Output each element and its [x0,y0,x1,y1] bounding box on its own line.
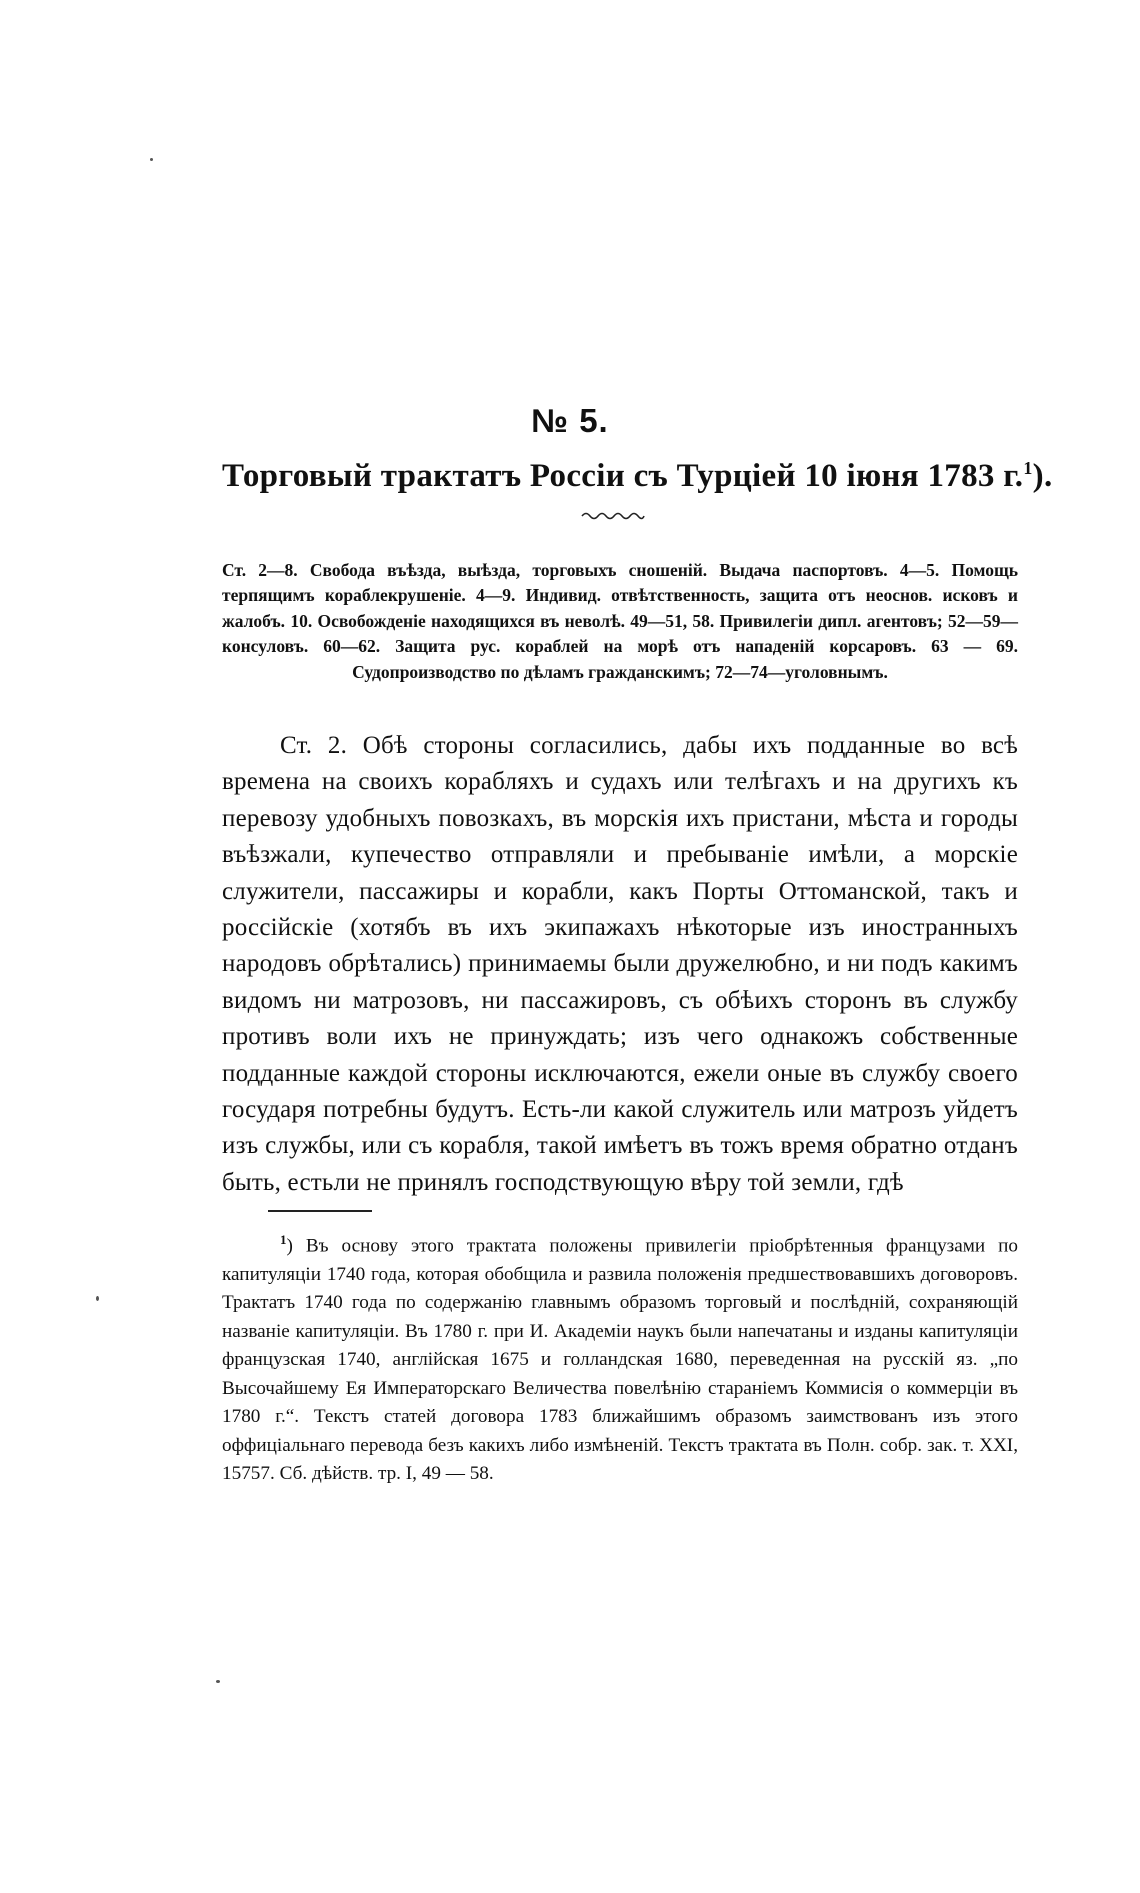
scan-speck [150,158,153,161]
document-title-text: Торговый трактатъ Россіи съ Турціей 10 іюня 1783 г. [222,458,1024,494]
footnote [222,1226,1018,1489]
document-title [222,458,1053,495]
title-closing: ). [1032,458,1053,494]
article-summary: Ст. 2—8. Свобода въѣзда, выѣзда, торговыхъ сношеній. Выдача паспортовъ. 4—5. Помощь терпящимъ кораблекрушеніе. 4—9. Индивид. отвѣтственность, защита отъ неоснов. исковъ и жалобъ. 10. Освобожденіе находящихся въ неволѣ. 49—51, 58. Привилегіи дипл. агентовъ; 52—59—консуловъ. 60—62. Защита рус. кораблей на морѣ отъ нападеній корсаровъ. 63 — 69. Судопроизводство по дѣламъ гражданскимъ; 72—74—уголовнымъ. [222,560,1018,682]
scan-speck [216,1680,220,1683]
article-2-text: Ст. 2. Обѣ стороны согласились, дабы ихъ подданные во всѣ времена на своихъ корабляхъ и судахъ или телѣгахъ и на другихъ къ перевозу удобныхъ повозкахъ, въ морскія ихъ пристани, мѣста и городы въѣзжали, купечество отправляли и пребываніе имѣли, а морскіе служители, пассажиры и корабли, какъ Порты Оттоманской, такъ и россійскіе (хотябъ въ ихъ экипажахъ нѣкоторые изъ иностранныхъ народовъ обрѣтались) принимаемы были дружелюбно, и ни подъ какимъ видомъ ни матрозовъ, ни пассажировъ, съ обѣихъ сторонъ въ службу противъ воли ихъ не принуждать; изъ чего однакожъ собственные подданные каждой стороны исключаются, ежели оные въ службу своего государя потребны будутъ. Есть-ли какой служитель или матрозъ уйдетъ изъ службы, или съ корабля, такой имѣетъ въ тожъ время обратно отданъ быть, естьли не принялъ господствующую вѣру той земли, гдѣ [222,732,1018,1196]
footnote-separator [268,1210,372,1212]
scan-speck [96,1296,99,1301]
title-footnote-mark: 1 [1023,458,1033,478]
footnote-text: ) Въ основу этого трактата положены привилегіи пріобрѣтенныя французами по капитуляціи 1740 года, которая обобщила и развила положенія предшествовавшихъ договоровъ. Трактатъ 1740 года по содержанію главнымъ образомъ торговый и послѣдній, сохраняющій названіе капитуляціи. Въ 1780 г. при И. Академіи наукъ были напечатаны и изданы капитуляціи французская 1740, англійская 1675 и голландская 1680, переведенная на русскій яз. „по Высочайшему Ея Императорскаго Величества повелѣнію стараніемъ Коммисія о коммерціи въ 1780 г.“. Текстъ статей договора 1783 ближайшимъ образомъ заимствованъ изъ этого оффиціальнаго перевода безъ какихъ либо измѣненій. Текстъ трактата въ Полн. собр. зак. т. XXI, 15757. Сб. дѣйств. тр. I, 49 — 58. [222,1235,1018,1485]
footnote-mark: 1 [280,1232,287,1247]
ornament-divider [580,510,646,522]
document-number: № 5. [531,402,609,439]
